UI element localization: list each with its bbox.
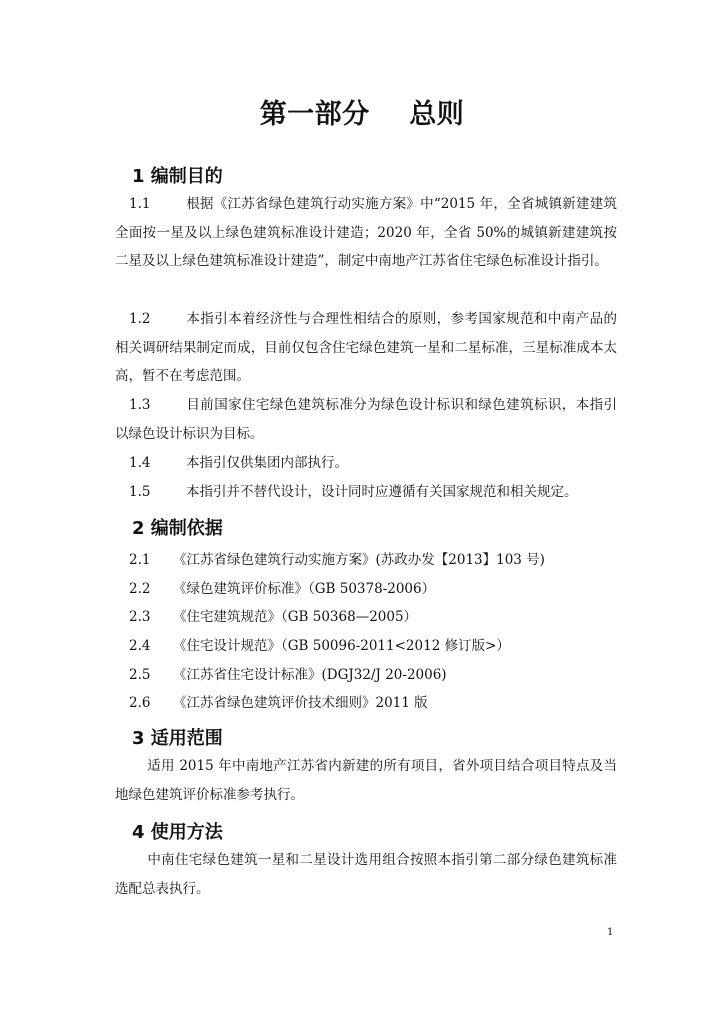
paragraph-1-1 xyxy=(115,190,617,276)
paragraph-number: 1.1 xyxy=(129,196,151,212)
paragraph-1-3 xyxy=(115,391,617,448)
list-item-number: 2.5 xyxy=(129,667,151,683)
list-item-number: 2.4 xyxy=(129,638,151,654)
list-item xyxy=(129,634,510,654)
list-item xyxy=(129,663,447,683)
list-item-number: 2.3 xyxy=(129,609,151,625)
list-item xyxy=(129,691,428,711)
list-item-text: 《住宅建筑规范》（GB 50368—2005） xyxy=(173,609,418,625)
usage-paragraph xyxy=(115,846,617,903)
list-item-number: 2.1 xyxy=(129,552,151,568)
paragraph-1-5 xyxy=(115,478,617,507)
list-item xyxy=(129,548,545,568)
list-item-text: 《住宅设计规范》（GB 50096-2011<2012 修订版>） xyxy=(173,638,510,654)
paragraph-text: 本指引并不替代设计，设计同时应遵循有关国家规范和相关规定。 xyxy=(186,484,578,500)
scope-paragraph xyxy=(115,752,617,809)
list-item-number: 2.2 xyxy=(129,581,151,597)
paragraph-number: 1.4 xyxy=(129,455,151,471)
list-item xyxy=(129,577,435,597)
section-heading-usage: 4 使用方法 xyxy=(132,822,223,843)
list-item-text: 《绿色建筑评价标准》（GB 50378-2006） xyxy=(173,581,436,597)
paragraph-text: 根据《江苏省绿色建筑行动实施方案》中“2015 年，全省城镇新建建筑全面按一星及以上绿色建筑标准设计建造；2020 年，全省 50%的城镇新建建筑按二星及以上绿色建筑标准设计建造”，制定中南地产江苏省住宅绿色标准设计指引。 xyxy=(115,196,617,270)
page-title: 第一部分 总则 xyxy=(259,99,465,130)
paragraph-number: 1.3 xyxy=(129,397,151,413)
list-item-number: 2.6 xyxy=(129,695,151,711)
paragraph-number: 1.5 xyxy=(129,484,151,500)
paragraph-1-2 xyxy=(115,305,617,391)
list-item xyxy=(129,605,417,625)
section-heading-basis: 2 编制依据 xyxy=(132,518,223,539)
section-heading-purpose: 1 编制目的 xyxy=(132,166,223,187)
list-item-text: 《江苏省绿色建筑评价技术细则》2011 版 xyxy=(173,695,428,711)
paragraph-text: 本指引本着经济性与合理性相结合的原则，参考国家规范和中南产品的相关调研结果制定而成，目前仅包含住宅绿色建筑一星和二星标准，三星标准成本太高，暂不在考虑范围。 xyxy=(115,311,617,385)
paragraph-1-4 xyxy=(115,449,617,478)
paragraph-text: 目前国家住宅绿色建筑标准分为绿色设计标识和绿色建筑标识，本指引以绿色设计标识为目标。 xyxy=(115,397,617,442)
list-item-text: 《江苏省绿色建筑行动实施方案》(苏政办发【2013】103 号) xyxy=(173,552,545,568)
list-item-text: 《江苏省住宅设计标准》(DGJ32/J 20-2006) xyxy=(173,667,447,683)
paragraph-number: 1.2 xyxy=(129,311,151,327)
paragraph-text: 适用 2015 年中南地产江苏省内新建的所有项目，省外项目结合项目特点及当地绿色建筑评价标准参考执行。 xyxy=(115,758,617,803)
paragraph-text: 本指引仅供集团内部执行。 xyxy=(186,455,348,471)
page-number: 1 xyxy=(607,927,614,938)
paragraph-text: 中南住宅绿色建筑一星和二星设计选用组合按照本指引第二部分绿色建筑标准选配总表执行。 xyxy=(115,852,617,897)
section-heading-scope: 3 适用范围 xyxy=(132,728,223,749)
